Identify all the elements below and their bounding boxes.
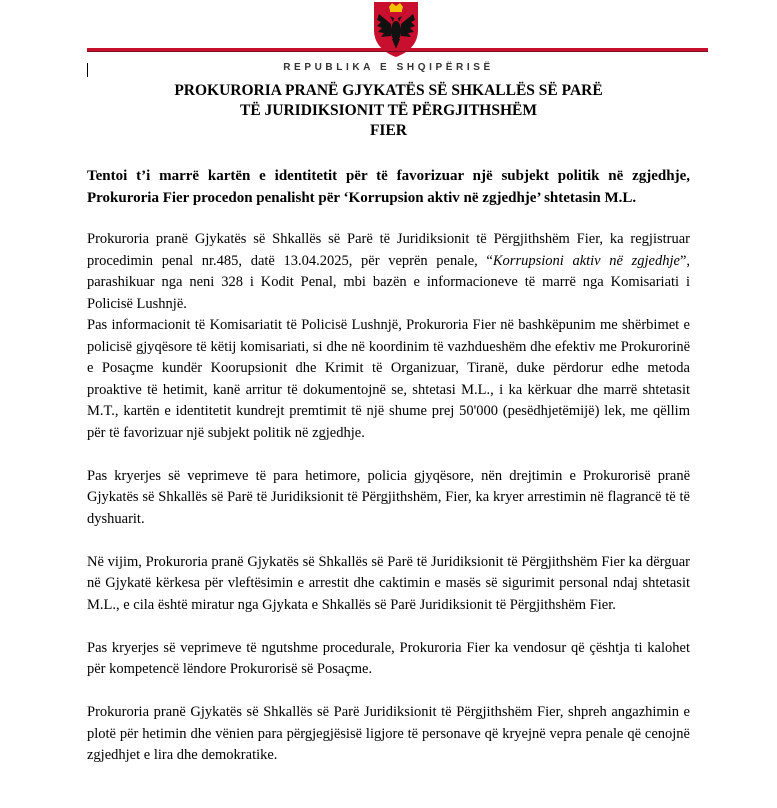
press-release-body [87, 229, 690, 767]
paragraph-1-text-a: Prokuroria pranë Gjykatës së Shkallës së Parë të Juridiksionit të Përgjithshëm Fier, ka regjistruar procedimin penal nr.485, datë 13.04.2025, për veprën penale, “ [87, 231, 690, 269]
country-name: REPUBLIKA E SHQIPËRISË [283, 62, 494, 73]
paragraph-3: Pas kryerjes së veprimeve të para hetimore, policia gjyqësore, nën drejtimin e Prokurorisë pranë Gjykatës së Shkallës së Parë të Juridiksionit të Përgjithshëm, Fier, ka kryer arrestimin në flagrancë të të dyshuarit. [87, 467, 690, 527]
header-line-3: FIER [369, 122, 408, 139]
paragraph-1-text-b: ”, parashikuar nga neni 328 i Kodit Penal, mbi bazën e informacioneve të marrë nga Komisariati i Policisë Lushnjë. [87, 252, 691, 312]
press-release-title: Tentoi t’i marrë kartën e identitetit për të favorizuar një subjekt politik në zgjedhje, Prokuroria Fier procedon penalisht për ‘Korrupsion aktiv në zgjedhje’ shtetasin M.L. [87, 168, 690, 206]
header-line-2: TË JURIDIKSIONIT TË PËRGJITHSHËM [239, 102, 538, 119]
letterhead-dark-rule [87, 51, 708, 52]
paragraph-1-offense: Korrupsioni aktiv në zgjedhje [492, 252, 680, 269]
header-line-1: PROKURORIA PRANË GJYKATËS SË SHKALLËS SË PARË [174, 82, 603, 99]
paragraph-2: Pas informacionit të Komisariatit të Policisë Lushnjë, Prokuroria Fier në bashkëpunim me shërbimet e policisë gjyqësore të këtij komisariati, si dhe në koordinim të vazhdueshëm dhe efektiv me Prokurorinë e Posaçme kundër Koorupsionit dhe Krimit të Organizuar, Tiranë, duke përdorur edhe metoda proaktive të hetimit, kanë arritur të dokumentojnë se, shtetasi M.L., i ka kërkuar dhe marrë shtetasit M.T., kartën e identitetit kundrejt premtimit të një shume prej 50'000 (pesëdhjetëmijë) lek, me qëllim për të favorizuar një subjekt politik në zgjedhje. [87, 317, 690, 441]
paragraph-6: Prokuroria pranë Gjykatës së Shkallës së Parë Juridiksionit të Përgjithshëm Fier, shpreh angazhimin e plotë për hetimin dhe vënien para përgjegjësisë ligjore të personave që kryejnë vepra penale që cenojnë zgjedhjet e lira dhe demokratike. [87, 704, 690, 763]
paragraph-1 [87, 229, 690, 315]
institution-header [0, 81, 777, 141]
paragraph-5: Pas kryerjes së veprimeve të ngutshme procedurale, Prokuroria Fier ka vendosur që çështja ti kalohet për kompetencë lëndore Prokurorisë së Posaçme. [87, 639, 690, 677]
paragraph-4: Në vijim, Prokuroria pranë Gjykatës së Shkallës së Parë të Juridiksionit të Përgjithshëm Fier ka dërguar në Gjykatë kërkesa për vleftësimin e arrestit dhe caktimin e masës së sigurimit personal ndaj shtetasit M.L., e cila është miratur nga Gjykata e Shkallës së Parë Juridiksionit të Përgjithshëm Fier. [87, 553, 690, 613]
